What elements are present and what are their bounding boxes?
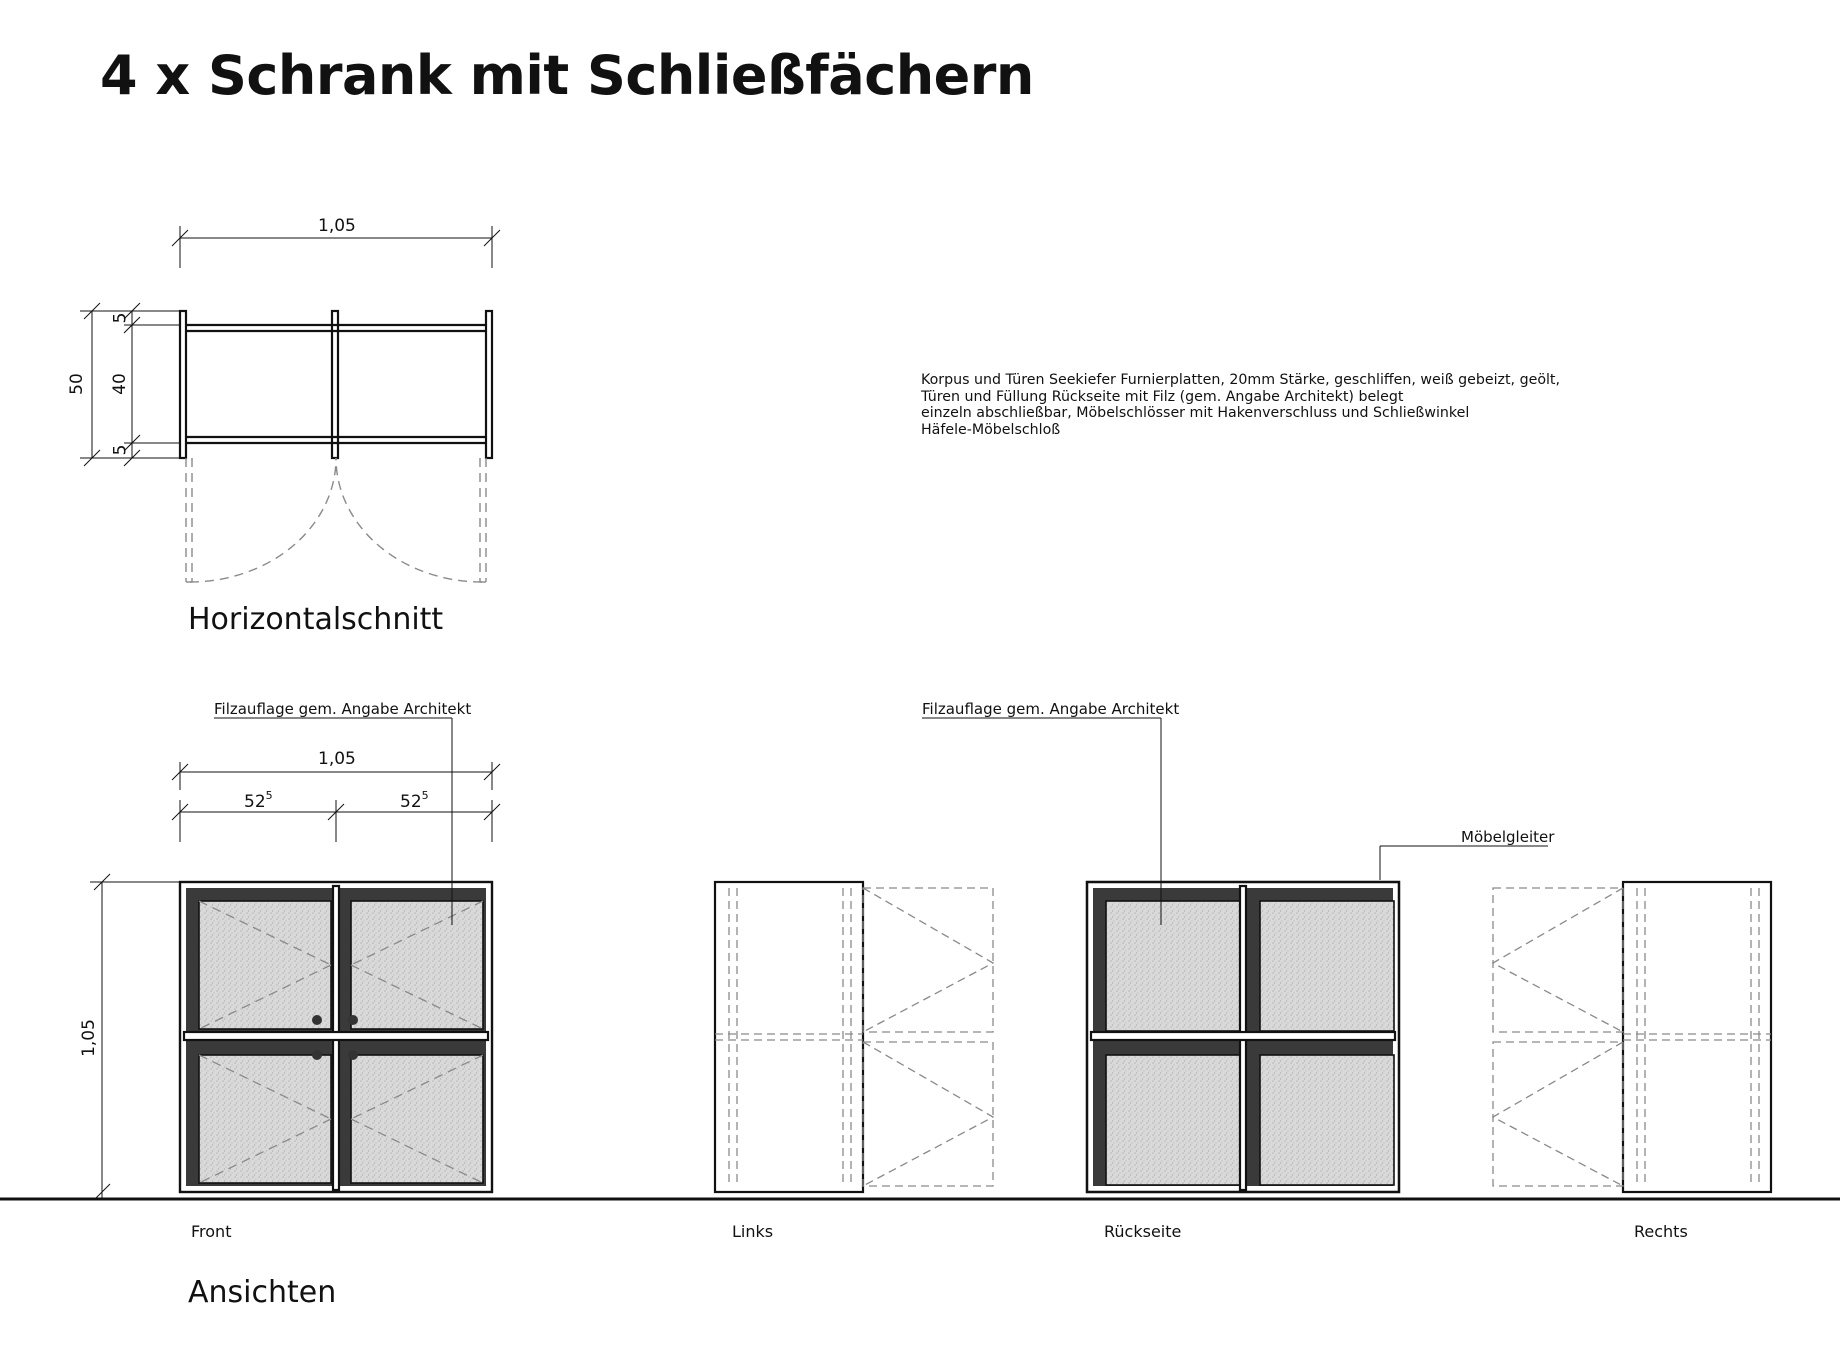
right-view: [1493, 882, 1771, 1192]
page-title: 4 x Schrank mit Schließfächern: [100, 44, 1034, 107]
note-line: Häfele-Möbelschloß: [921, 421, 1061, 438]
front-width-dimensions: [172, 762, 500, 842]
note-line: Türen und Füllung Rückseite mit Filz (gem. Angabe Architekt) belegt: [921, 388, 1404, 405]
caption-right: Rechts: [1634, 1222, 1688, 1241]
left-view: [715, 882, 993, 1192]
back-view: [922, 718, 1548, 1192]
plan-carcass: [180, 311, 492, 458]
front-height-dimension: [90, 874, 180, 1200]
front-view: [90, 718, 500, 1200]
plan-panel-top-label: 5: [110, 312, 131, 324]
plan-depth-label: 50: [66, 373, 87, 395]
note-line: einzeln abschließbar, Möbelschlösser mit Hakenverschluss und Schließwinkel: [921, 405, 1470, 421]
plan-inner-label: 40: [109, 373, 130, 395]
caption-front: Front: [191, 1222, 232, 1241]
plan-view: [80, 226, 500, 582]
plan-depth-dimensions: [80, 303, 180, 466]
caption-back: Rückseite: [1104, 1222, 1182, 1241]
caption-left: Links: [732, 1222, 774, 1241]
front-height-label: 1,05: [78, 1019, 99, 1057]
plan-door-swings: [186, 458, 486, 582]
front-half-right-label: $52^5$: [400, 789, 429, 812]
section-label-views: Ansichten: [188, 1275, 337, 1310]
felt-annotation-front: Filzauflage gem. Angabe Architekt: [214, 700, 472, 718]
felt-annotation-back: Filzauflage gem. Angabe Architekt: [922, 700, 1180, 718]
front-width-label: 1,05: [318, 749, 356, 769]
plan-panel-bottom-label: 5: [110, 444, 131, 456]
note-line: Korpus und Türen Seekiefer Furnierplatten, 20mm Stärke, geschliffen, weiß gebeizt, geölt,: [921, 372, 1561, 388]
glides-annotation: Möbelgleiter: [1461, 828, 1555, 846]
section-label-horizontal: Horizontalschnitt: [188, 602, 444, 637]
plan-width-label: 1,05: [318, 216, 356, 236]
front-half-left-label: $52^5$: [244, 789, 273, 812]
material-notes: [921, 372, 1560, 438]
glides-leader: [1380, 846, 1548, 880]
